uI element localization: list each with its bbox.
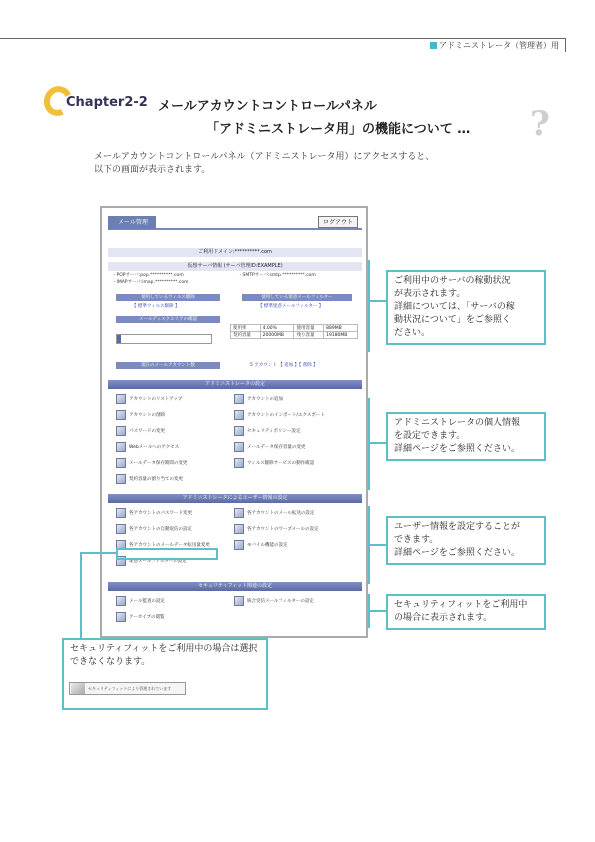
smtp-server: ・SMTPサーバ:smtp.**********.com <box>238 273 316 278</box>
connector-line <box>80 552 116 554</box>
menu-item-label[interactable]: アカウントのリストアップ <box>129 397 183 402</box>
callout-bottom <box>62 638 268 710</box>
logout-button[interactable]: ログアウト <box>318 216 358 228</box>
usage-cell: 契約容量 <box>231 332 261 339</box>
menu-item-icon[interactable] <box>234 524 244 534</box>
menu-item-label[interactable]: アカウントの追加 <box>247 397 283 402</box>
connector-line <box>368 442 386 444</box>
menu-item-icon[interactable] <box>116 508 126 518</box>
menu-item-label[interactable]: 各アカウントのパスワード変更 <box>129 511 192 516</box>
pop-server: ・POPサーバ:pop.**********.com <box>112 273 184 278</box>
callout-line: の場合に表示されます。 <box>394 613 493 623</box>
callout-line: セキュリティフィットをご利用中 <box>394 600 528 610</box>
callout-line: できます。 <box>394 535 439 545</box>
callout-line: 詳細ページをご参照ください。 <box>394 548 520 558</box>
intro-line-1: メールアカウントコントロールパネル（アドミニストレータ用）にアクセスすると、 <box>94 152 435 162</box>
connector-line <box>368 300 386 302</box>
chapter-number: Chapter2-2 <box>66 95 148 110</box>
imap-server: ・IMAPサーバ:imap.**********.com <box>112 280 189 285</box>
callout-line: アドミニストレータの個人情報 <box>394 418 521 428</box>
usage-cell: 使用率 <box>231 325 261 332</box>
menu-item-icon[interactable] <box>234 508 244 518</box>
usage-table <box>230 324 358 339</box>
usage-cell: 20000MB <box>260 332 294 339</box>
callout-user <box>386 516 546 565</box>
menu-item-label[interactable]: 各アカウントのワープメールの設定 <box>247 527 319 532</box>
chapter-title-line2: 「アドミニストレータ用」の機能について … <box>206 122 471 137</box>
intro-line-2: 以下の画面が表示されます。 <box>94 165 211 175</box>
menu-item-label[interactable]: 各アカウントの自動返信の設定 <box>129 527 192 532</box>
chapter-title-line1: メールアカウントコントロールパネル <box>158 99 377 114</box>
callout-line: セキュリティフィットをご利用中の場合は選択 <box>70 644 258 654</box>
spam-filter-header: 使用している迷惑メールフィルター <box>242 294 352 301</box>
table-row <box>231 332 358 339</box>
menu-item-icon[interactable] <box>234 426 244 436</box>
callout-server <box>386 270 546 345</box>
callout-admin <box>386 412 546 461</box>
connector-line <box>368 544 386 546</box>
menu-item-icon[interactable] <box>116 474 126 484</box>
security-section-bar: セキュリティフィット関連の設定 <box>108 582 362 591</box>
connector-line <box>368 398 370 490</box>
menu-item-label[interactable]: アカウントの削除 <box>129 413 165 418</box>
usage-cell: 使用容量 <box>294 325 324 332</box>
menu-item-label[interactable]: アカウントのインポート/エクスポート <box>247 413 325 418</box>
callout-line: できなくなります。 <box>70 657 151 667</box>
callout-line: 詳細ページをご参照ください。 <box>394 444 520 454</box>
page-header-label: アドミニストレータ（管理者）用 <box>430 40 559 51</box>
usage-cell: 残り容量 <box>294 332 324 339</box>
menu-item-label[interactable]: モバイル機能の設定 <box>247 543 288 548</box>
menu-item-icon[interactable] <box>116 612 126 622</box>
menu-item-label[interactable]: 各アカウントのメール転送の設定 <box>247 511 315 516</box>
intro-text <box>94 151 534 177</box>
menu-item-label[interactable]: 迷惑メールフィルターの設定 <box>129 559 187 564</box>
connector-line <box>368 260 370 352</box>
control-panel-screenshot <box>100 206 368 638</box>
callout-line: ユーザー情報を設定することが <box>394 522 521 532</box>
callout-line: 詳細については、「サーバの稼 <box>394 302 515 312</box>
spam-filter-link[interactable]: 【 標準迷惑メールフィルター 】 <box>258 304 324 309</box>
menu-item-icon[interactable] <box>234 394 244 404</box>
account-count-header: 現在のメールアカウント数 <box>116 362 220 369</box>
menu-item-label[interactable]: 契約容量の割り当ての変更 <box>129 477 183 482</box>
admin-section-bar: アドミニストレータの設定 <box>108 380 362 389</box>
menu-item-icon[interactable] <box>116 596 126 606</box>
callout-security <box>386 594 546 630</box>
callout-line: ださい。 <box>394 328 431 338</box>
disk-usage-fill <box>117 335 121 343</box>
menu-item-label[interactable]: メールデータ保存容量の変更 <box>247 445 306 450</box>
menu-item-icon[interactable] <box>234 410 244 420</box>
menu-item-label[interactable]: 各アカウントのメールデータ転送量変更 <box>129 543 210 548</box>
highlight-box <box>116 548 218 560</box>
menu-item-icon[interactable] <box>234 596 244 606</box>
mail-admin-tab[interactable]: メール管理 <box>108 216 156 229</box>
connector-line <box>368 610 386 612</box>
disk-header: メールディスクエリアの確認 <box>116 316 220 323</box>
menu-item-icon[interactable] <box>234 442 244 452</box>
server-status-bar: 仮想サーバ情報 (サーバ管理ID:EXAMPLE) <box>108 262 362 271</box>
menu-item-label[interactable]: ウィルス駆除サービスの動作確認 <box>247 461 315 466</box>
menu-item-icon[interactable] <box>116 410 126 420</box>
menu-item-label[interactable]: 統合受信メールフィルターの設定 <box>247 599 314 604</box>
panel-tabbar <box>108 216 362 230</box>
callout-line: を設定できます。 <box>394 431 466 441</box>
connector-line <box>80 552 82 638</box>
menu-item-icon[interactable] <box>116 524 126 534</box>
callout-line: ご利用中のサーバの稼動状況 <box>394 276 511 286</box>
usage-cell: 889MB <box>324 325 358 332</box>
menu-item-label[interactable]: パスワードの変更 <box>129 429 165 434</box>
security-fit-sample-text: セキュリティフィットにより管理されています <box>88 686 172 691</box>
domain-bar: ご利用ドメイン:**********.com <box>108 248 362 257</box>
security-fit-icon <box>71 683 85 694</box>
menu-item-icon[interactable] <box>234 540 244 550</box>
account-count-link[interactable]: 5 アカウント 【 追加 】【 削除 】 <box>250 363 318 368</box>
menu-item-label[interactable]: Webメールへのアクセス <box>129 445 180 450</box>
chapter-title <box>48 86 568 146</box>
menu-item-label[interactable]: メールデータ保存期間の変更 <box>129 461 188 466</box>
callout-line: 動状況について」をご参照く <box>394 315 511 325</box>
callout-line: が表示されます。 <box>394 289 466 299</box>
menu-item-label[interactable]: セキュリティポリシー設定 <box>247 429 301 434</box>
virus-check-header: 使用しているウィルス駆除 <box>116 294 220 301</box>
security-fit-sample <box>69 682 186 695</box>
usage-cell: 19180MB <box>324 332 358 339</box>
square-bullet-icon <box>430 42 437 49</box>
table-row <box>231 325 358 332</box>
menu-item-icon[interactable] <box>116 458 126 468</box>
menu-item-icon[interactable] <box>234 458 244 468</box>
usage-cell: 4.00% <box>260 325 294 332</box>
disk-usage-meter <box>116 334 212 344</box>
menu-item-label[interactable]: アーカイブの閲覧 <box>129 615 165 620</box>
menu-item-icon[interactable] <box>116 442 126 452</box>
virus-check-link[interactable]: 【 標準ウィルス駆除 】 <box>132 304 180 309</box>
menu-item-label[interactable]: メール監査の設定 <box>129 599 165 604</box>
page-header <box>0 38 566 52</box>
menu-item-icon[interactable] <box>116 426 126 436</box>
menu-item-icon[interactable] <box>116 394 126 404</box>
question-mark-icon: ? <box>530 104 550 144</box>
user-section-bar: アドミニストレータによるユーザー情報の設定 <box>108 494 362 503</box>
